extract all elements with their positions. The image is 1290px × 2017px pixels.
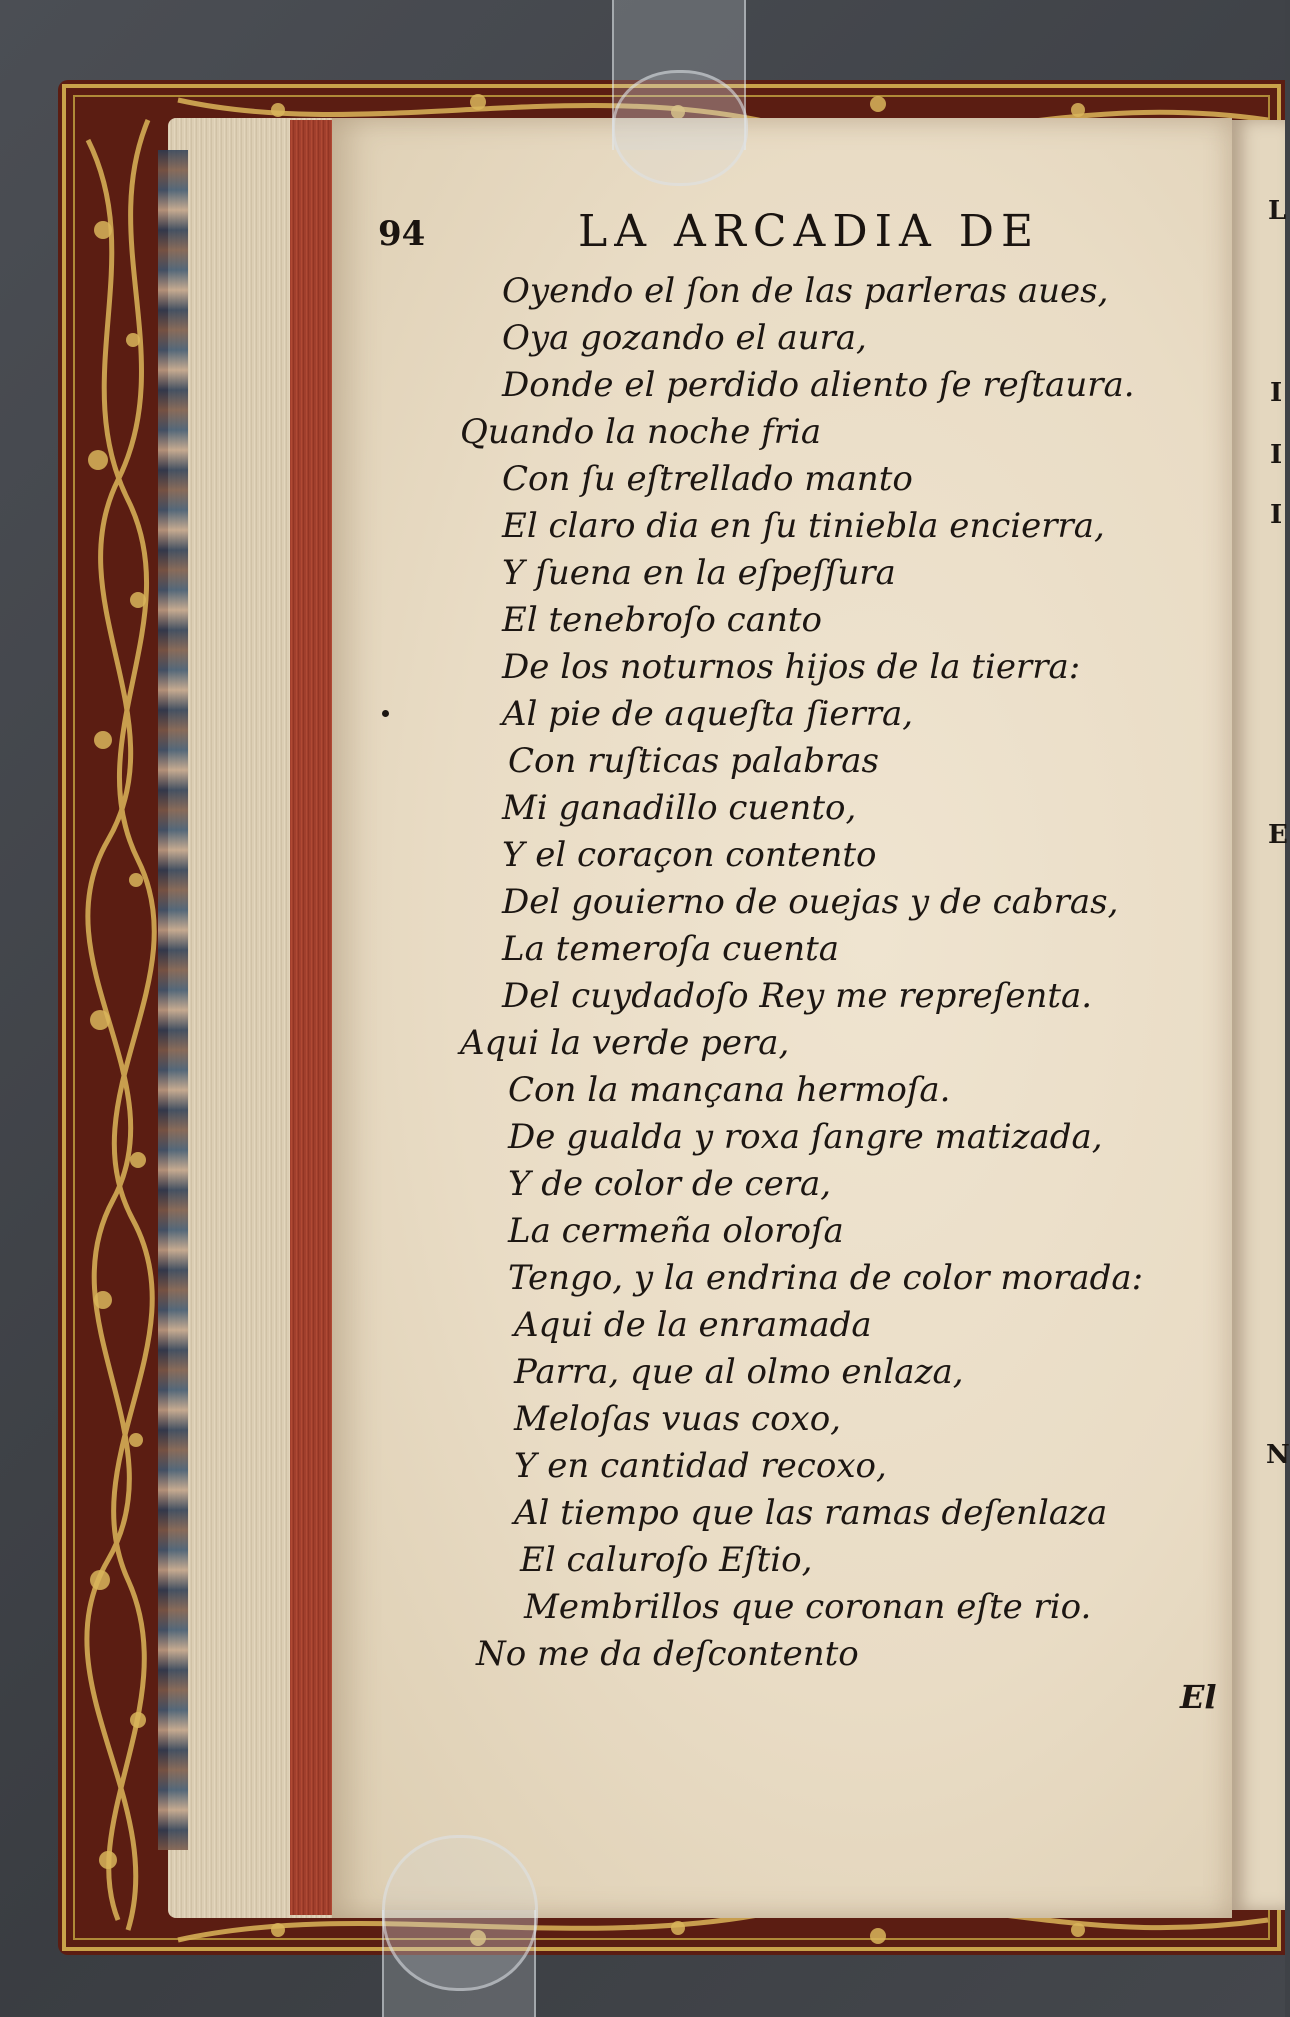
verse-line: Oya gozando el aura, [502,318,867,358]
verse-line: La cermeña oloroſa [508,1211,844,1251]
verse-line: Con la mançana hermoſa. [508,1070,951,1110]
verse-line: Y ſuena en la eſpeſſura [502,553,896,593]
verse-line: Donde el perdido aliento ſe reſtaura. [502,365,1135,405]
folio-number: 94 [378,214,426,254]
verse-line: Y de color de cera, [508,1164,832,1204]
verse-line: Oyendo el ſon de las parleras aues, [502,271,1109,311]
facing-page-fragment: I [1270,500,1283,530]
verse-line: Con ſu eſtrellado manto [502,459,913,499]
verse-line: La temeroſa cuenta [502,929,840,969]
verse-line: No me da deſcontento [476,1634,859,1674]
verse-line: Y el coraçon contento [502,835,877,875]
verse-line: Aqui la verde pera, [460,1023,790,1063]
facing-page-fragment: I [1270,378,1283,408]
verse-line: El claro dia en ſu tiniebla encierra, [502,506,1105,546]
facing-page-fragment: E [1268,820,1288,850]
verse-line: Tengo, y la endrina de color morada: [508,1258,1144,1298]
verse-line: Y en cantidad recoxo, [514,1446,887,1486]
verse-line: Al pie de aqueſta ſierra, [502,694,914,734]
verse-line: Del cuydadoſo Rey me repreſenta. [502,976,1093,1016]
verse-line: De gualda y roxa ſangre matizada, [508,1117,1103,1157]
verse-line: Membrillos que coronan eſte rio. [524,1587,1092,1627]
verse-line: Aqui de la enramada [514,1305,872,1345]
verse-line: El tenebroſo canto [502,600,822,640]
running-title: LA ARCADIA DE [578,206,1041,257]
facing-page-fragment: I [1270,440,1283,470]
verse-line: Del gouierno de ouejas y de cabras, [502,882,1119,922]
verse-line: El caluroſo Eſtio, [520,1540,813,1580]
verse-line: De los noturnos hijos de la tierra: [502,647,1081,687]
facing-page-fragment: N [1266,1440,1290,1470]
verse-line: Mi ganadillo cuento, [502,788,857,828]
verse-line: Meloſas vuas coxo, [514,1399,841,1439]
verse-line: Quando la noche fria [460,412,822,452]
facing-page-fragment: L [1268,196,1287,226]
verse-line: Parra, que al olmo enlaza, [514,1352,964,1392]
catchword: El [1180,1678,1217,1716]
verse-line: Al tiempo que las ramas deſenlaza [514,1493,1108,1533]
verse-line: Con ruſticas palabras [508,741,879,781]
